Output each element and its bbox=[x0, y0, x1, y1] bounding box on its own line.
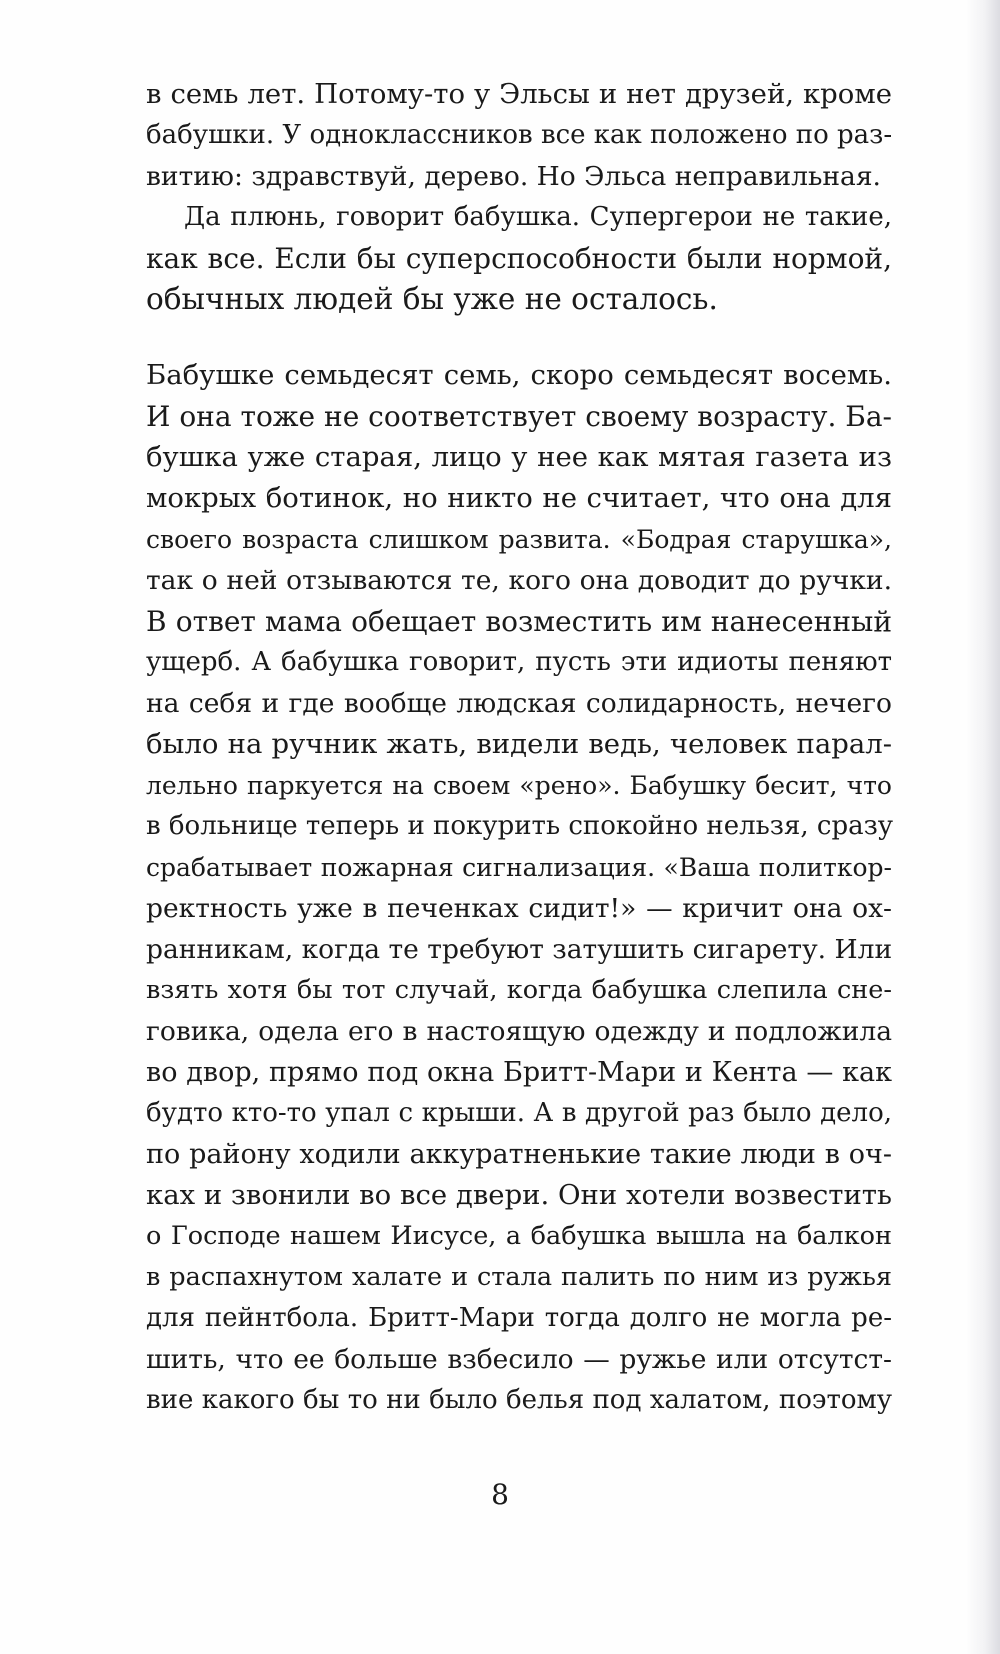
page-edge-shadow bbox=[966, 0, 1000, 1654]
text-line: ущерб. А бабушка говорит, пусть эти идиоты пеняют bbox=[146, 647, 892, 677]
page-number: 8 bbox=[491, 1478, 509, 1511]
text-line: ках и звонили во все двери. Они хотели возвестить bbox=[146, 1179, 892, 1211]
text-line: И она тоже не соответствует своему возрасту. Ба- bbox=[146, 400, 892, 433]
text-line: бушка уже старая, лицо у нее как мятая газета из bbox=[146, 441, 892, 473]
text-line: во двор, прямо под окна Бритт-Мари и Кента — как bbox=[146, 1057, 892, 1088]
text-line: так о ней отзываются те, кого она доводит до ручки. bbox=[146, 565, 892, 596]
text-line: Бабушке семьдесят семь, скоро семьдесят восемь. bbox=[146, 359, 892, 391]
text-line: Да плюнь, говорит бабушка. Супергерои не такие, bbox=[184, 202, 892, 232]
text-line: бабушки. У одноклассников все как положено по раз- bbox=[146, 120, 893, 150]
text-line: срабатывает пожарная сигнализация. «Ваша политкор- bbox=[146, 853, 892, 882]
text-line: будто кто-то упал с крыши. А в другой раз было дело, bbox=[146, 1098, 892, 1128]
text-line: шить, что ее больше взбесило — ружье или отсутст- bbox=[146, 1344, 892, 1375]
text-line: вие какого бы то ни было белья под халатом, поэтому bbox=[146, 1385, 892, 1415]
text-line: на себя и где вообще людская солидарность, нечего bbox=[146, 688, 892, 719]
text-line: по району ходили аккуратненькие такие люди в оч- bbox=[146, 1139, 892, 1170]
text-line: обычных людей бы уже не осталось. bbox=[146, 282, 718, 316]
text-line: в семь лет. Потому-то у Эльсы и нет друзей, кроме bbox=[146, 78, 892, 110]
text-line: мокрых ботинок, но никто не считает, что она для bbox=[146, 482, 892, 514]
text-line: витию: здравствуй, дерево. Но Эльса неправильная. bbox=[146, 161, 881, 192]
text-line: о Господе нашем Иисусе, а бабушка вышла на балкон bbox=[146, 1221, 892, 1251]
text-line: в больнице теперь и покурить спокойно нельзя, сразу bbox=[146, 811, 894, 841]
text-line: как все. Если бы суперспособности были нормой, bbox=[146, 242, 892, 275]
text-line: для пейнтбола. Бритт-Мари тогда долго не могла ре- bbox=[146, 1303, 892, 1333]
text-line: В ответ мама обещает возместить им нанесенный bbox=[146, 605, 892, 638]
text-line: ранникам, когда те требуют затушить сигарету. Или bbox=[146, 934, 893, 965]
text-line: взять хотя бы тот случай, когда бабушка слепила сне- bbox=[146, 975, 892, 1005]
text-line: ректность уже в печенках сидит!» — кричит она ох- bbox=[146, 893, 892, 924]
text-line: было на ручник жать, видели ведь, человек парал- bbox=[146, 728, 892, 760]
text-line: говика, одела его в настоящую одежду и подложила bbox=[146, 1016, 892, 1047]
text-line: в распахнутом халате и стала палить по ним из ружья bbox=[146, 1262, 892, 1292]
text-line: лельно паркуется на своем «рено». Бабушку бесит, что bbox=[146, 771, 892, 800]
text-line: своего возраста слишком развита. «Бодрая старушка», bbox=[146, 525, 892, 554]
